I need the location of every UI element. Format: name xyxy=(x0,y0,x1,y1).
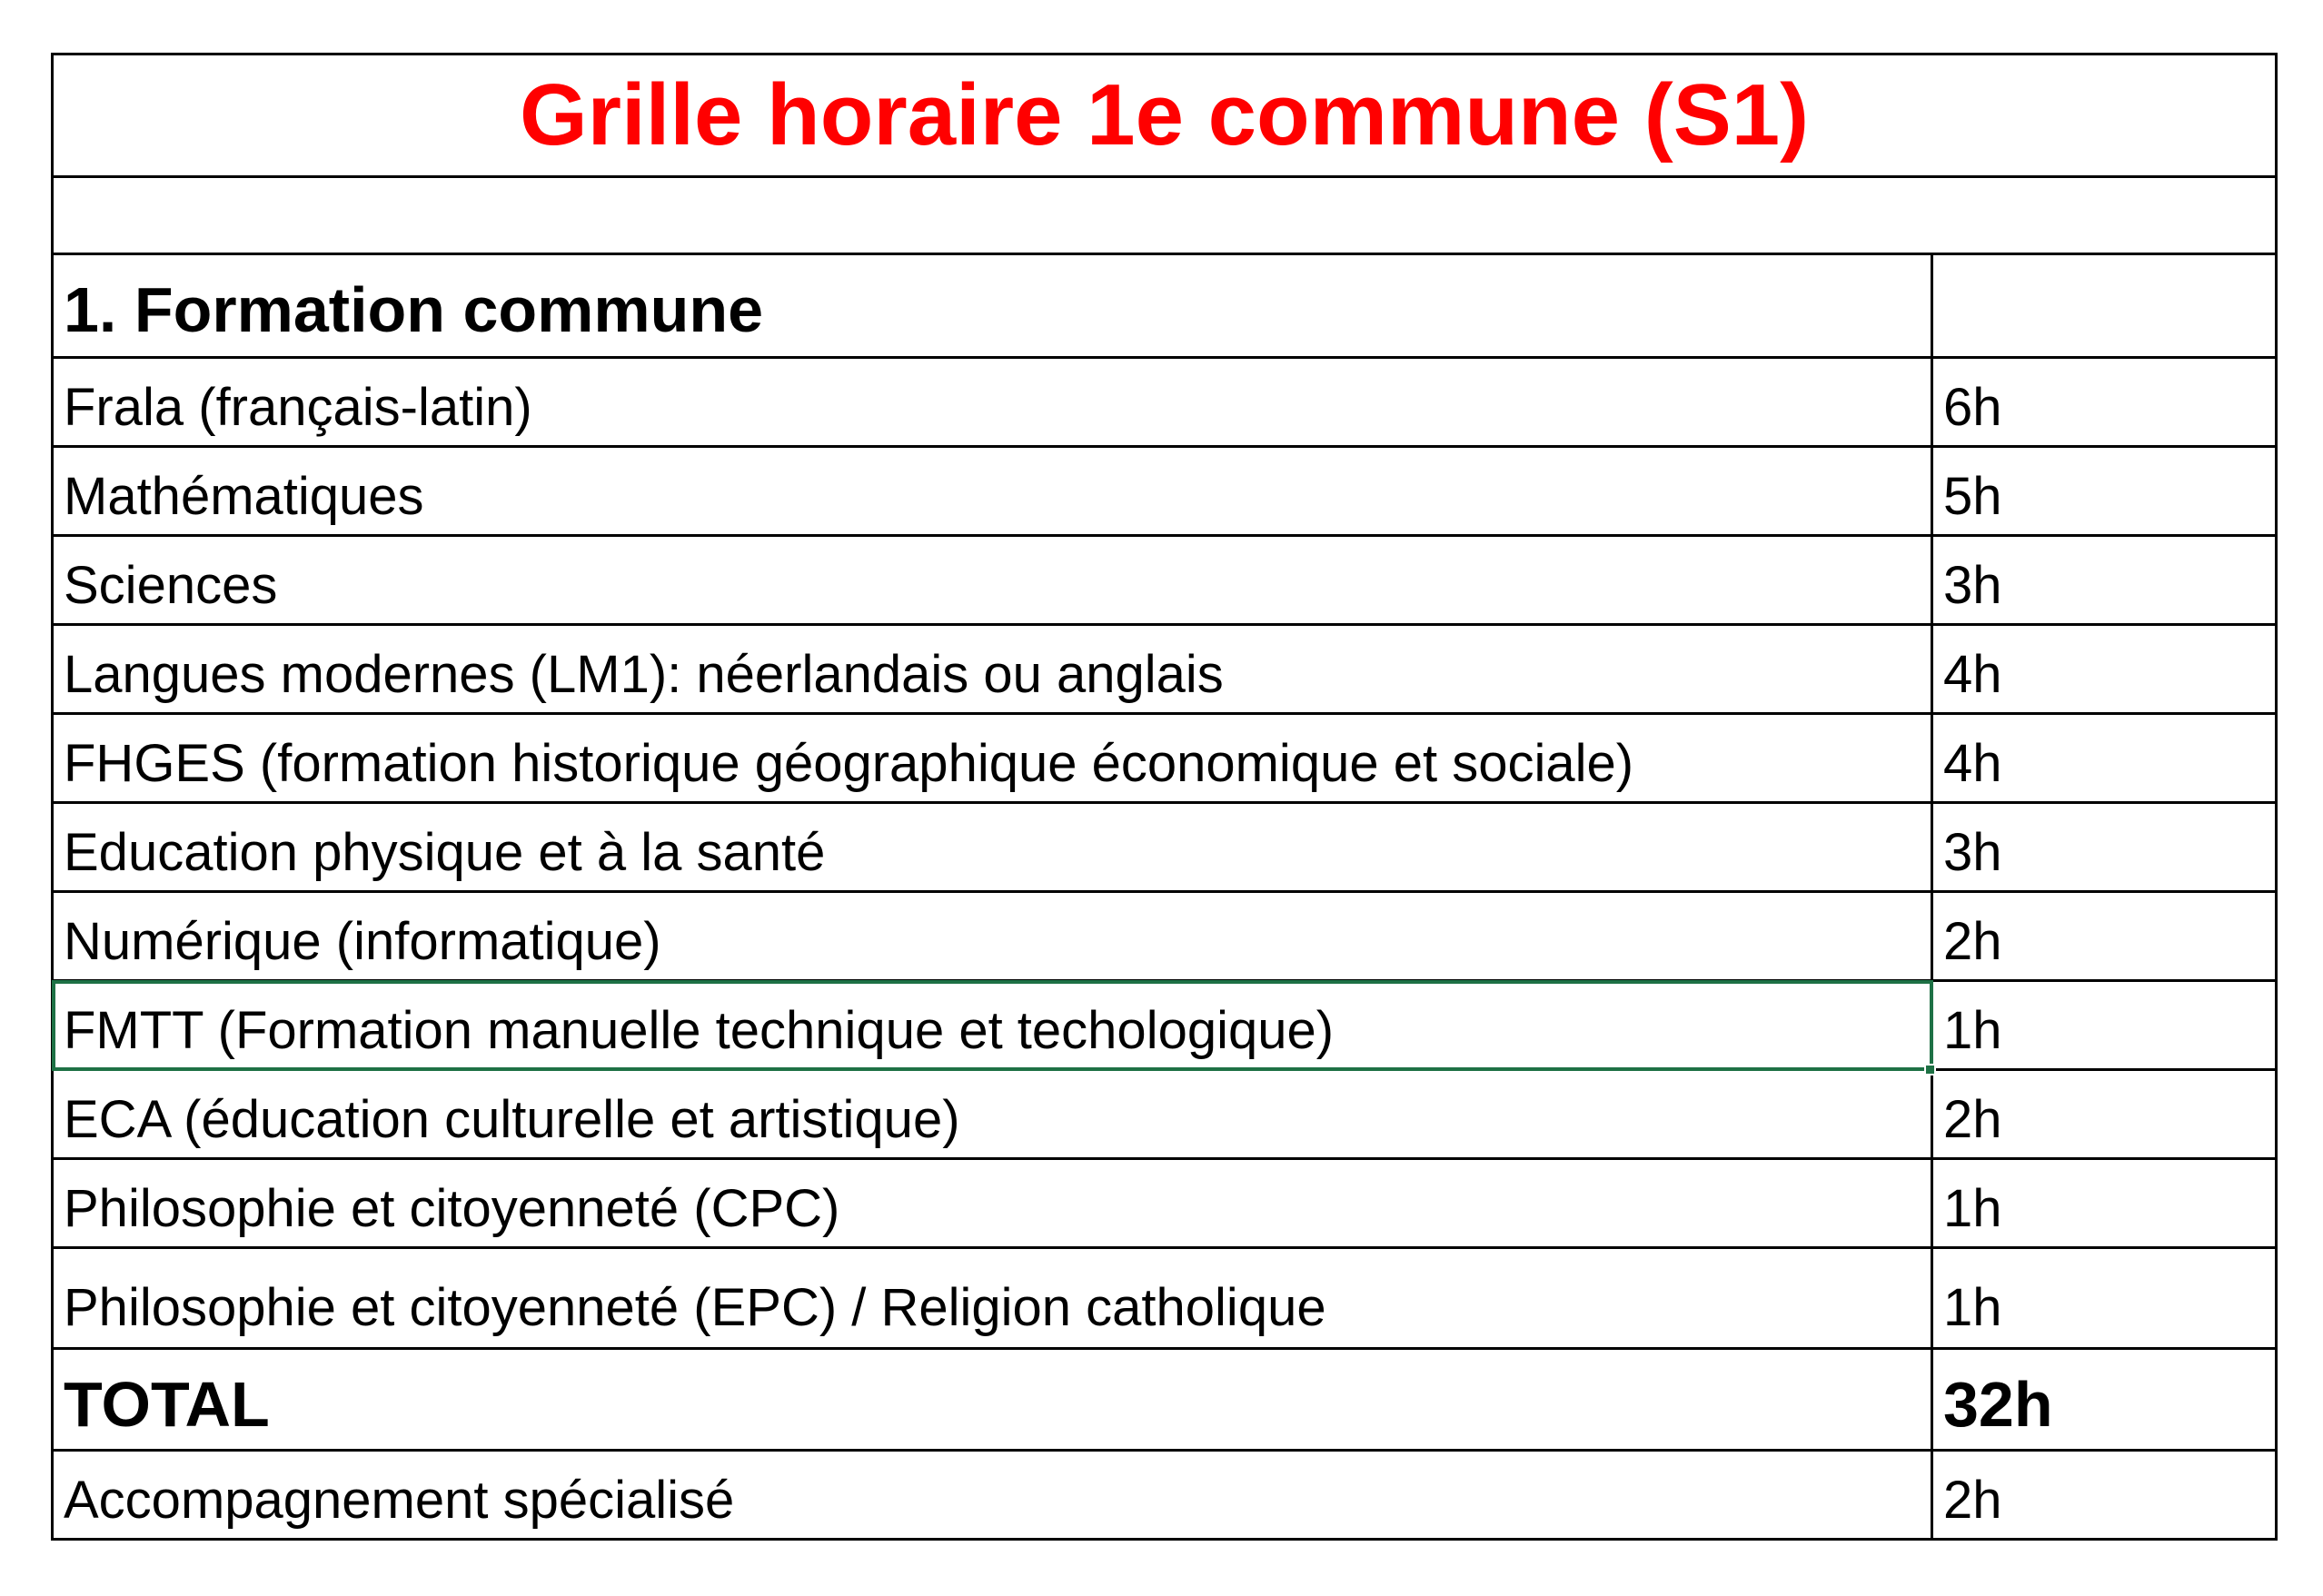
subject-cell[interactable]: Sciences xyxy=(53,536,1932,625)
hours-cell[interactable]: 1h xyxy=(1932,1159,2277,1248)
table-row xyxy=(53,803,2277,892)
hours-cell[interactable]: 1h xyxy=(1932,981,2277,1070)
total-row xyxy=(53,1349,2277,1451)
table-row xyxy=(53,1070,2277,1159)
subject-cell[interactable]: Numérique (informatique) xyxy=(53,892,1932,981)
hours-cell[interactable]: 3h xyxy=(1932,803,2277,892)
hours-cell[interactable]: 4h xyxy=(1932,625,2277,714)
subject-cell[interactable]: Accompagnement spécialisé xyxy=(53,1451,1932,1540)
subject-cell[interactable]: Langues modernes (LM1): néerlandais ou anglais xyxy=(53,625,1932,714)
hours-cell[interactable]: 2h xyxy=(1932,1451,2277,1540)
subject-cell[interactable]: ECA (éducation culturelle et artistique) xyxy=(53,1070,1932,1159)
timetable-grid xyxy=(51,53,2278,1541)
hours-cell[interactable]: 2h xyxy=(1932,892,2277,981)
fill-handle[interactable] xyxy=(1924,1064,1936,1076)
table-row xyxy=(53,1159,2277,1248)
table-row xyxy=(53,536,2277,625)
table-row xyxy=(53,447,2277,536)
table-row xyxy=(53,714,2277,803)
table-row xyxy=(53,981,2277,1070)
hours-cell[interactable]: 6h xyxy=(1932,358,2277,447)
hours-cell[interactable]: 1h xyxy=(1932,1248,2277,1349)
title-row xyxy=(53,55,2277,177)
hours-cell[interactable]: 3h xyxy=(1932,536,2277,625)
subject-cell[interactable]: Education physique et à la santé xyxy=(53,803,1932,892)
table-row xyxy=(53,358,2277,447)
extra-row xyxy=(53,1451,2277,1540)
blank-row xyxy=(53,177,2277,254)
total-hours[interactable]: 32h xyxy=(1932,1349,2277,1451)
hours-cell[interactable]: 4h xyxy=(1932,714,2277,803)
subject-cell[interactable]: Philosophie et citoyenneté (CPC) xyxy=(53,1159,1932,1248)
table-row xyxy=(53,1248,2277,1349)
total-label[interactable]: TOTAL xyxy=(53,1349,1932,1451)
hours-cell[interactable]: 5h xyxy=(1932,447,2277,536)
subject-cell[interactable]: Frala (français-latin) xyxy=(53,358,1932,447)
section-header-row xyxy=(53,254,2277,358)
hours-cell[interactable]: 2h xyxy=(1932,1070,2277,1159)
table-row xyxy=(53,892,2277,981)
selected-subject-cell[interactable]: FMTT (Formation manuelle technique et techologique) xyxy=(53,981,1932,1070)
table-row xyxy=(53,625,2277,714)
table-title[interactable]: Grille horaire 1e commune (S1) xyxy=(53,55,2277,177)
subject-cell[interactable]: FHGES (formation historique géographique économique et sociale) xyxy=(53,714,1932,803)
empty-cell[interactable] xyxy=(53,177,2277,254)
subject-cell[interactable]: Philosophie et citoyenneté (EPC) / Religion catholique xyxy=(53,1248,1932,1349)
section-hours[interactable] xyxy=(1932,254,2277,358)
subject-cell[interactable]: Mathématiques xyxy=(53,447,1932,536)
section-label[interactable]: 1. Formation commune xyxy=(53,254,1932,358)
